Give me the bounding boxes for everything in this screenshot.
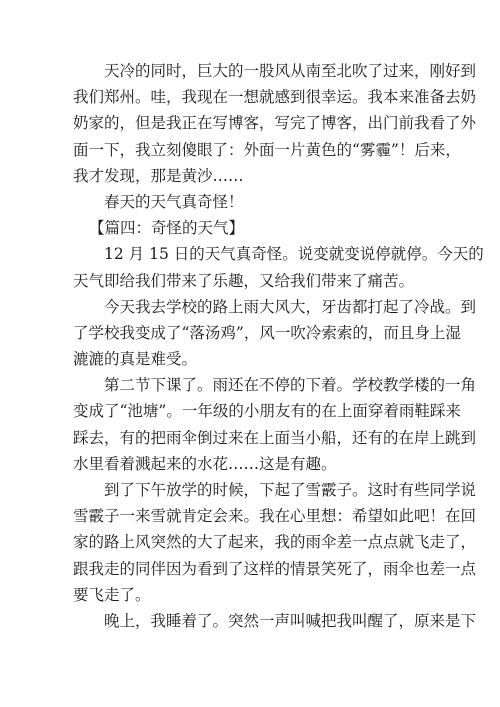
text-line: 家的路上风突然的大了起来，我的雨伞差一点点就飞走了， [73, 533, 477, 552]
text-line: 踩去，有的把雨伞倒过来在上面当小船，还有的在岸上跳到 [73, 428, 477, 447]
text-line: 雪霰子一来雪就肯定会来。我在心里想：希望如此吧！在回 [73, 507, 477, 526]
text-line: 天气即给我们带来了乐趣，又给我们带来了痛苦。 [73, 271, 415, 290]
text-line: 面一下，我立刻傻眼了：外面一片黄色的“雾霾”！后来， [73, 140, 461, 159]
text-line: 跟我走的同伴因为看到了这样的情景笑死了，雨伞也差一点 [73, 559, 477, 578]
document-body [73, 58, 484, 634]
text-line: 了学校我变成了“落汤鸡”，风一吹冷索索的，而且身上湿 [73, 323, 461, 342]
text-line: 第二节下课了。雨还在不停的下着。学校教学楼的一角 [104, 376, 477, 395]
section-heading: 【篇四：奇怪的天气】 [89, 219, 245, 238]
text-line: 12 月 15 日的天气真奇怪。说变就变说停就停。今天的 [104, 245, 484, 264]
text-line: 春天的天气真奇怪！ [104, 192, 244, 211]
text-line: 我们郑州。哇，我现在一想就感到很幸运。我本来准备去奶 [73, 88, 477, 107]
text-line: 今天我去学校的路上雨大风大，牙齿都打起了冷战。到 [104, 297, 477, 316]
text-line: 漉漉的真是难受。 [73, 350, 198, 369]
text-line: 变成了“池塘”。一年级的小朋友有的在上面穿着雨鞋踩来 [73, 402, 461, 421]
text-line: 水里看着溅起来的水花……这是有趣。 [73, 454, 337, 473]
text-line: 我才发现，那是黄沙…… [73, 166, 244, 185]
text-line: 到了下午放学的时候，下起了雪霰子。这时有些同学说 [104, 481, 477, 499]
text-line: 天冷的同时，巨大的一股风从南至北吹了过来，刚好到 [104, 62, 477, 80]
text-line: 晚上，我睡着了。突然一声叫喊把我叫醒了，原来是下 [104, 611, 477, 630]
text-line: 奶家的，但是我正在写博客，写完了博客，出门前我看了外 [73, 114, 477, 133]
text-line: 要飞走了。 [73, 585, 151, 604]
